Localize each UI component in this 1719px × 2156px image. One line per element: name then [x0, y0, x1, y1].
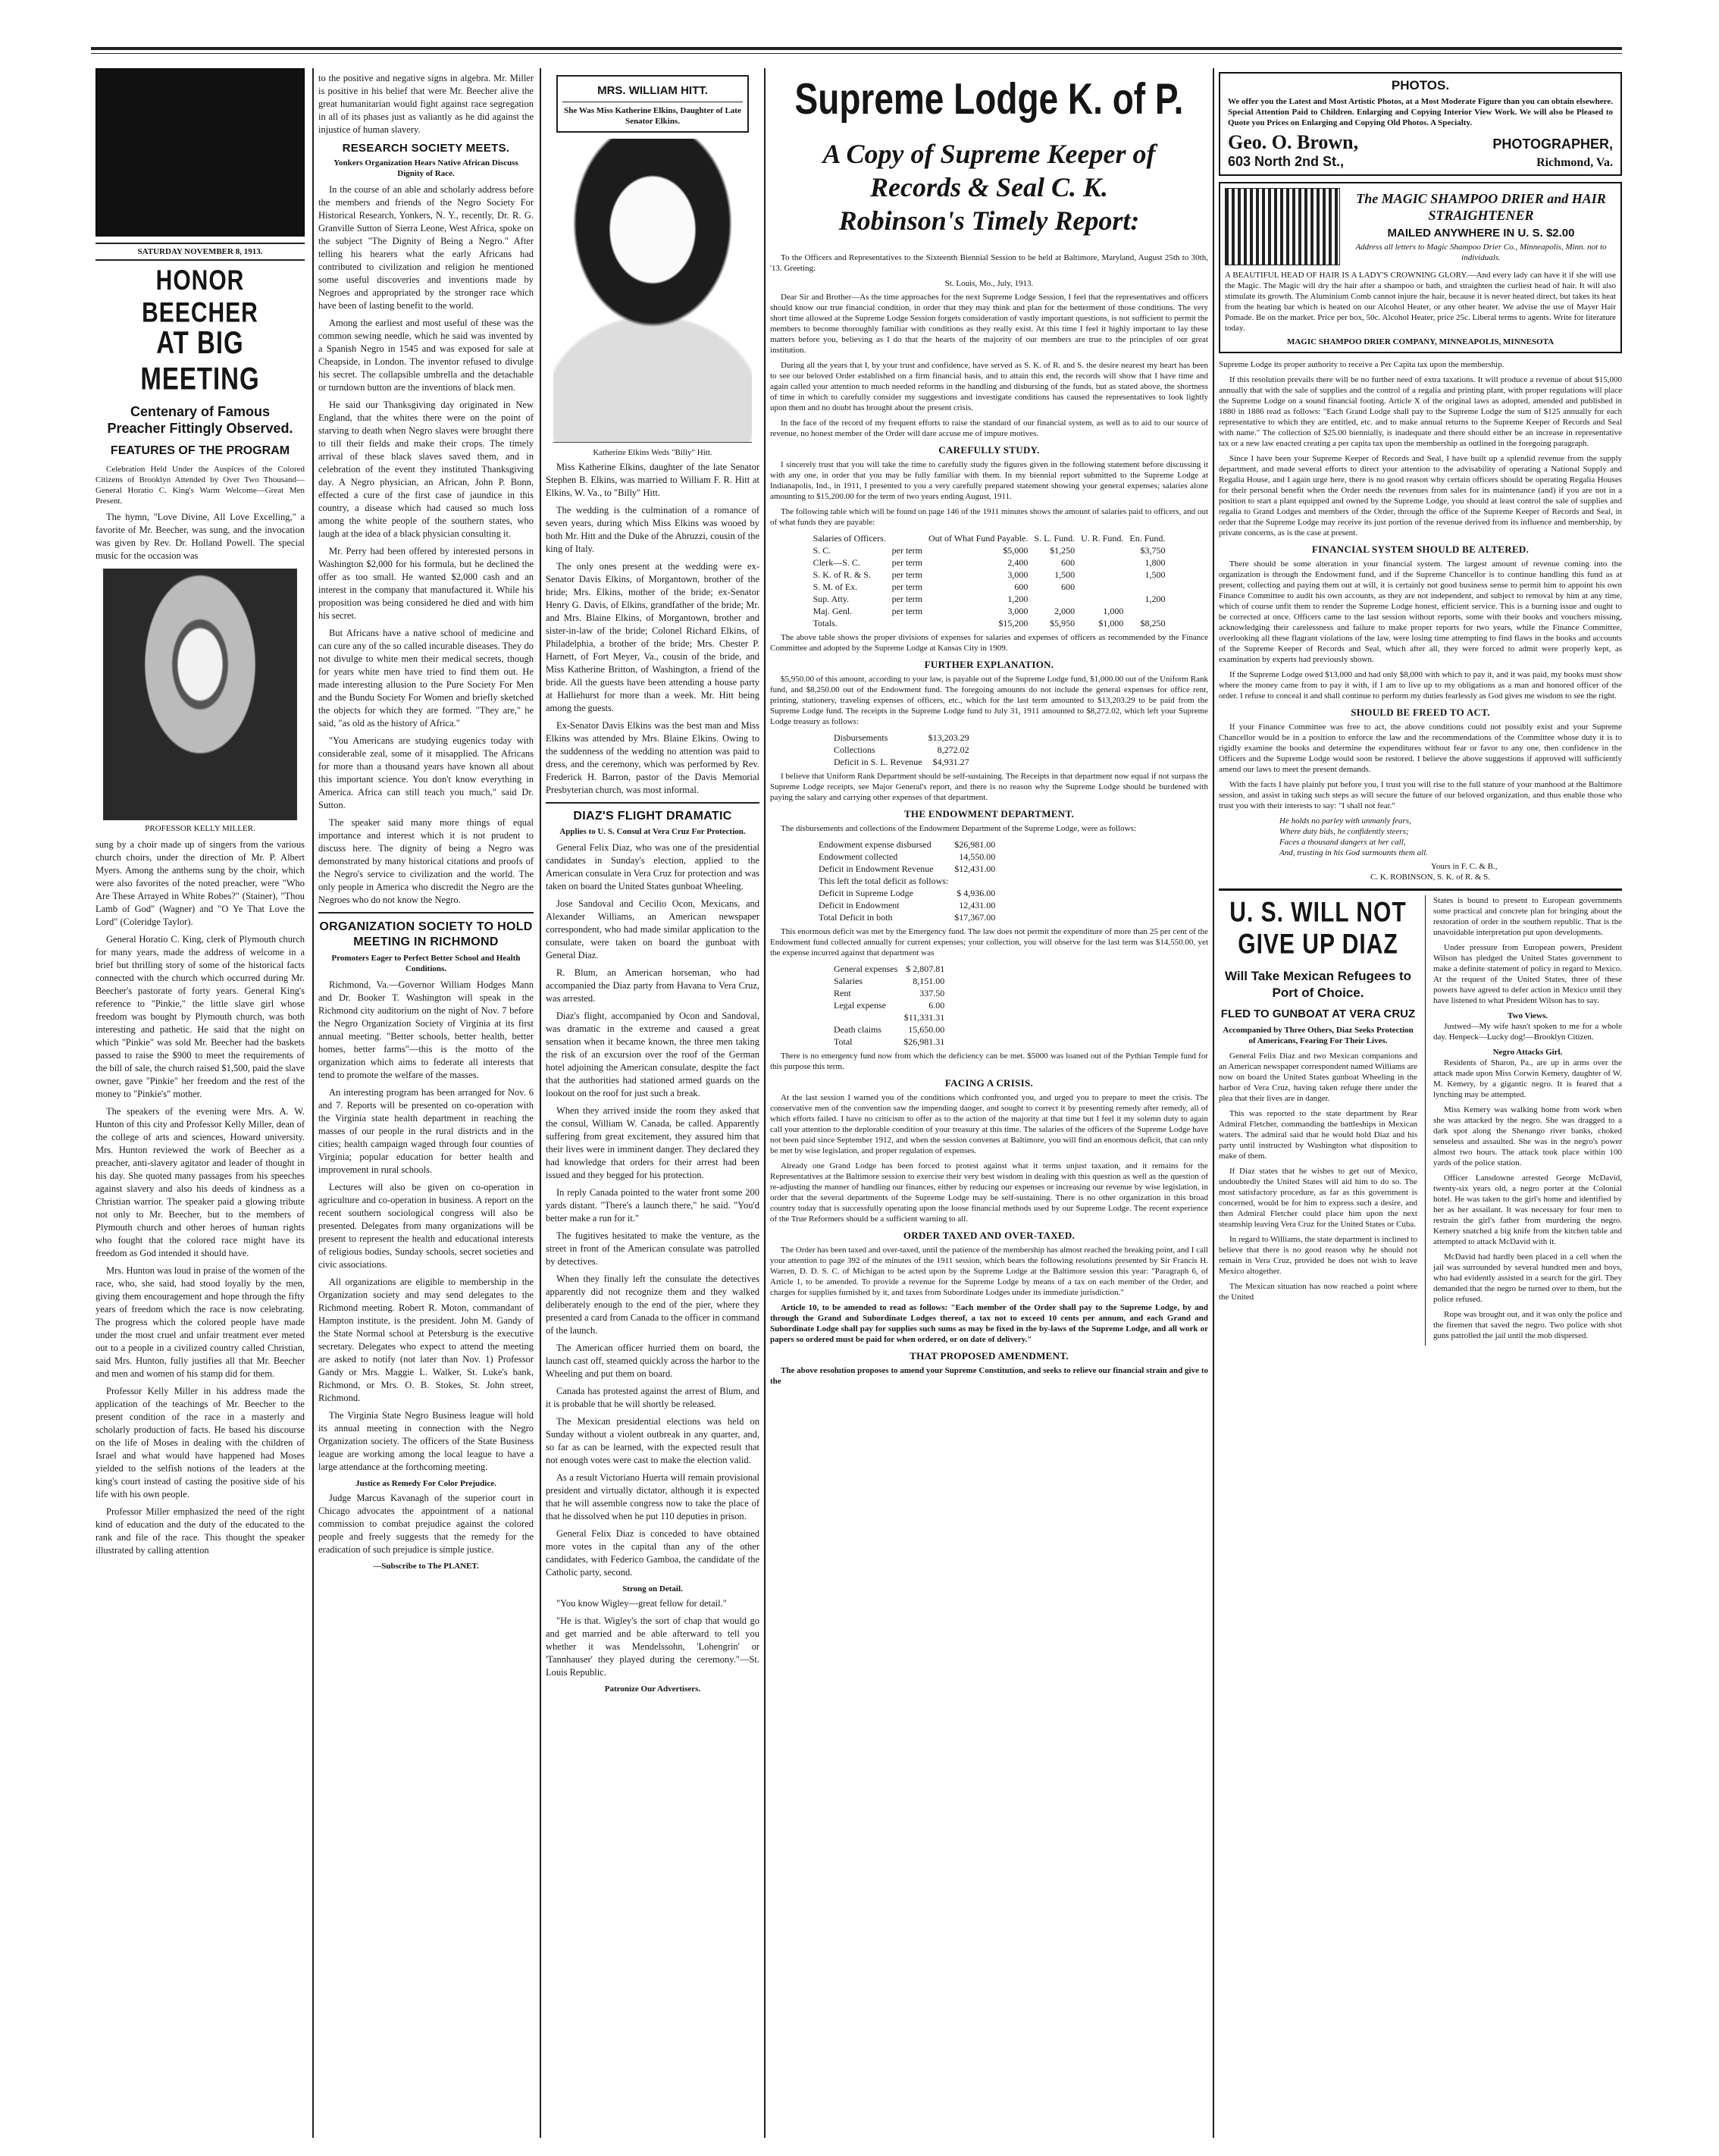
table-cell: 14,550.00 [959, 851, 996, 862]
paragraph: Ex-Senator Davis Elkins was the best man and Miss Elkins was attended by Mrs. Blaine Elkins. Owing to the suddenness of the wedding no attention was paid to dress, and the ceremony, which was performed by Rev. Frederick H. Barron, pastor of the Davis Memorial Presbyterian church, was most informal. [546, 720, 759, 795]
paragraph: The following table which will be found on page 146 of the 1911 minutes shows the amount of salaries paid to officers, and out of what funds they are payable: [770, 507, 1208, 527]
table-cell: $26,981.31 [903, 1036, 945, 1047]
paragraph: The Order has been taxed and over-taxed, until the patience of the membership has almost reached the breaking point, and I call your attention to page 392 of the minutes of the 1911 session, which bears the following resolutions presented by Sir Francis H. Warren, D. D. S. C. of Michigan to be acted upon by the Supreme Lodge at the Baltimore session this year: "Paragraph 6, of Article 1, to be amended. To provide a revenue for the Supreme Lodge by means of a tax on each member of the Order, and charges for supplies furnished by it, and taxes from Subordinate Lodges under its immediate jurisdiction." [770, 1246, 1208, 1297]
table-cell: 15,650.00 [908, 1024, 945, 1035]
paragraph: The above table shows the proper divisions of expenses for salaries and expenses of officers as recommended by the Finance Committee and adopted by the Supreme Lodge at Kansas City in 1909. [770, 633, 1208, 653]
table-cell: per term [891, 545, 922, 556]
table-cell: This left the total deficit as follows: [819, 876, 949, 886]
subhead: THAT PROPOSED AMENDMENT. [910, 1350, 1069, 1362]
table-cell: S. M. of Ex. [813, 581, 858, 592]
table-row [816, 887, 998, 899]
table-cell: Out of What Fund Payable. [928, 533, 1029, 544]
subhead: FINANCIAL SYSTEM SHOULD BE ALTERED. [1311, 544, 1530, 555]
table-cell [1031, 593, 1078, 605]
paragraph: Since I have been your Supreme Keeper of Records and Seal, I have built up a splendid revenue from the supply department, and made several efforts to direct your attention to the advisability of operating a National Supply and Regalia House, and I again urge here, there is no good reason why certain officers should be operating Regalia Houses for their personal benefit when the Order needs the revenues from sales for its maintenance (and) if you are not in a position to start a plant equipped and owned by the Supreme Lodge, you should at least control the sale of supplies and regalia to Grand Lodges and members of the Order, through the office of the Supreme Keeper of Records and Seal, in order that the Supreme Lodge may receive its just portion of the revenue derived from its influence and membership, by private concerns, as is the case at present. [1219, 454, 1622, 537]
paragraph: Under pressure from European powers, President Wilson has pledged the United States government to make a definite statement of policy in regard to Mexico. At the request of the United States, three of these powers have agreed to defer action in Mexico until they have listened to what President Wilson has to say. [1433, 943, 1622, 1005]
table-cell: Total Deficit in both [819, 912, 893, 923]
magic-shampoo-ad [1219, 182, 1622, 353]
ad-mailed: MAILED ANYWHERE IN U. S. $2.00 [1387, 227, 1575, 240]
subhead: Two Views. [1508, 1011, 1548, 1020]
table-cell [889, 532, 925, 544]
table-row [816, 851, 998, 863]
table-cell: Totals. [813, 618, 838, 628]
paragraph: Residents of Sharon, Pa., are up in arms over the attack made upon Miss Corwin Kemery, daughter of W. M. Kemery, by a gigantic negro. It is feared that a lynching may be attempted. [1433, 1058, 1622, 1099]
expense-table [831, 963, 947, 1048]
ad-title: PHOTOS. [1391, 78, 1450, 92]
masthead-supreme-lodge: Supreme Lodge K. of P. [794, 74, 1184, 124]
paragraph: The above resolution proposes to amend your Supreme Constitution, and seeks to relieve our financial strain and give to the [770, 1366, 1208, 1386]
masthead-logo [96, 68, 305, 237]
paragraph: Diaz's flight, accompanied by Ocon and Sandoval, was dramatic in the extreme and caused a great sensation when it became known, the three men taking the risk of an excursion over the roof of the German hotel adjoining the American consulate, despite the fact that the authorities had stationed armed guards on the lookout on the roof for just such a break. [546, 1011, 759, 1098]
table-row [810, 605, 1169, 617]
paragraph: But Africans have a native school of medicine and can cure any of the so called incurable diseases. They do not divulge to white men their medical secrets, though for years white men have tried to find them out. He made interesting allusion to the Pure Society For Men and the Bundu Society For Women and briefly sketched the objects for which they are formed. "They are," he said, "as old as the history of Africa." [318, 628, 534, 729]
table-cell: Deficit in S. L. Revenue [834, 757, 922, 767]
column-3 [546, 72, 759, 2138]
paragraph: Mr. Perry had been offered by interested persons in Washington $2,000 for his formula, but he declined the offer as too small. He wanted $2,000 cash and an interest in the company that manufactured it. While his proposition was being considered he died and with him his secret. [318, 546, 534, 621]
table-cell: per term [891, 581, 922, 592]
table-cell: $5,000 [1003, 545, 1029, 556]
paragraph: Miss Katherine Elkins, daughter of the late Senator Stephen B. Elkins, was married to William F. R. Hitt at Elkins, W. Va., to "Billy" Hitt. [546, 462, 759, 498]
table-row [816, 863, 998, 875]
table-row [831, 999, 947, 1011]
endowment-table [816, 838, 998, 923]
paragraph: Mrs. Hunton was loud in praise of the women of the race, who, she said, had stood loyally by the men, giving them encouragement and hope through the fifty years of freedom which the race is now celebrating. The progress which the colored people have made under the most cruel and unfair treatment ever meted out to a people in a civilized country called Christian, said Mrs. Hunton, fully justifies all that Mr. Beecher and men and women of his stamp did for them. [96, 1265, 305, 1379]
table-cell: Salaries of Officers. [813, 533, 886, 544]
paragraph: Article 10, to be amended to read as follows: "Each member of the Order shall pay to the Supreme Lodge, by and through the Grand and Subordinate Lodges thereof, a tax not to exceed 10 cents per annum, and each Grand and Subordinate Lodge shall pay for supplies such sums as may be fixed in the by-laws of the Supreme Lodge, and all work or papers so ordered must be paid for when ordered, or on date of delivery." [770, 1303, 1208, 1344]
column-2 [318, 72, 534, 2138]
table-cell: Deficit in Endowment [819, 900, 900, 910]
ad-fine-print: Address all letters to Magic Shampoo Drier Co., Minneapolis, Minn. not to individuals. [1355, 243, 1607, 262]
paragraph: The Virginia State Negro Business league will hold its annual meeting in connection with the Negro Organization society. The officers of the State Business league are working among the local league to have a large attendance at the forthcoming meeting. [318, 1410, 534, 1472]
deck: Yonkers Organization Hears Native African Discuss Dignity of Race. [333, 158, 518, 178]
box-title: MRS. WILLIAM HITT. [562, 81, 743, 102]
paragraph: This enormous deficit was met by the Emergency fund. The law does not permit the expenditure of more than 25 per cent of the Endowment fund collected annually for current expenses; your collection, you will observe for the last term was $14,550.00, yet the expense incurred against that department was [770, 927, 1208, 957]
ad-company: MAGIC SHAMPOO DRIER COMPANY, MINNEAPOLIS, MINNESOTA [1286, 337, 1555, 346]
table-row [831, 1036, 947, 1048]
ad-brand: The MAGIC SHAMPOO DRIER and HAIR STRAIGHTENER [1356, 191, 1606, 223]
intro: Accompanied by Three Others, Diaz Seeks Protection of Americans, Fearing For Their Lives. [1223, 1026, 1414, 1045]
table-row [810, 569, 1169, 581]
table-cell: 1,200 [1144, 594, 1166, 604]
paragraph: Rope was brought out, and it was only the police and the firemen that saved the negro. Two police with shot guns patrolled the jail until the mob dispersed. [1433, 1310, 1622, 1340]
table-row [831, 756, 972, 768]
column-4-5 [770, 72, 1208, 2138]
table-cell: $11,331.31 [903, 1012, 945, 1023]
subhead: CAREFULLY STUDY. [938, 444, 1040, 456]
table-row [816, 899, 998, 911]
table-row [810, 544, 1169, 556]
paragraph: In reply Canada pointed to the water front some 200 yards distant. "There's a launch there," he said. "You'd better make a run for it." [546, 1187, 759, 1224]
paragraph: Professor Miller emphasized the need of the right kind of education and the duty of the educated to the rank and file of the race. This thought the speaker illustrated by calling attention [96, 1506, 305, 1556]
table-cell: $5,950 [1050, 618, 1076, 628]
paragraph: Officer Lansdowne arrested George McDavid, twenty-six years old, a negro porter at the Colonial hotel. He was taken to the girl's home and identified by her as her assailant. It was necessary for four men to restrain the girl's father from murdering the negro. Kemery snatched a big knife from the kitchen table and attempted to attack McDavid with it. [1433, 1174, 1622, 1246]
paragraph: "He is that. Wigley's the sort of chap that would go and get married and be able afterward to tell you whether it was Mendelssohn, 'Lohengrin' or 'Tannhauser' they played during the ceremony."—St. Louis Republic. [546, 1615, 759, 1678]
paragraph: to the positive and negative signs in algebra. Mr. Miller is positive in his belief that were Mr. Beecher alive the great humanitarian would fight against race segregation in all of its phases just as valiantly as he did against the injustice of human slavery. [318, 73, 534, 135]
table-cell: $4,931.27 [932, 757, 969, 767]
table-cell: Total [834, 1036, 853, 1047]
table-cell: Deficit in Supreme Lodge [819, 888, 913, 898]
table-cell: 1,200 [1007, 594, 1029, 604]
table-cell: 600 [1061, 581, 1076, 592]
table-cell: $3,750 [1140, 545, 1166, 556]
headline-give-up-diaz: GIVE UP DIAZ [1238, 928, 1398, 960]
table-cell: 6.00 [928, 1000, 945, 1011]
paragraph: The Mexican situation has now reached a point where the United [1219, 1282, 1417, 1302]
column-rule-4 [1213, 68, 1214, 2138]
ad-body: We offer you the Latest and Most Artistic Photos, at a Most Moderate Figure than you can obtain elsewhere. Special Attention Paid to Children. Enlarging and Copying Interior View Work. We will also be Pleased to Quote you Prices on Enlarging and Copying Old Photos. A Specialty. [1228, 97, 1613, 127]
paragraph: States is bound to present to European governments some practical and concrete plan for bringing about the restoration of order in the southern republic. That is the unavoidable interpretation put upon developments. [1433, 896, 1622, 937]
subhead: FLED TO GUNBOAT AT VERA CRUZ [1220, 1007, 1416, 1020]
table-row [831, 963, 947, 975]
paragraph: The wedding is the culmination of a romance of seven years, during which Miss Elkins was wooed by both Mr. Hitt and the Duke of the Abruzzi, cousin of the king of Italy. [546, 505, 759, 554]
paragraph: The only ones present at the wedding were ex-Senator Davis Elkins, of Morgantown, brother of the bride; Mrs. Elkins, mother of the bride; ex-Senator Henry G. Davis, of Elkins, grandfather of the bride; Mr. and Mrs. Blaine Elkins, of Morgantown, brother and sister-in-law of the bride; Colonel Richard Elkins, of Philadelphia, a brother of the bride; Mrs. Chester P. Harnett, of Fort Meyer, Va., cousin of the bride, and Miss Katherine Britton, of Washington, a friend of the bride. All the guests have been attending a house party at Halliehurst for more than a week. Mr. Hitt being among the guests. [546, 561, 759, 713]
table-cell: 600 [1061, 557, 1076, 568]
paragraph: The hymn, "Love Divine, All Love Excelling," a favorite of Mr. Beecher, was sung, and the invocation was given by Rev. Dr. Holland Powell. The special music for the occasion was [96, 512, 305, 561]
table-cell [1078, 556, 1126, 569]
table-cell [831, 1011, 900, 1023]
paragraph: An interesting program has been arranged for Nov. 6 and 7. Reports will be presented on co-operation with the Virginia state health department in reaching the masses of our people in the rural districts and in the cities; health campaign waged through four counties of Virginia; popular education for better health and improvement in rural schools. [318, 1087, 534, 1175]
paragraph: The disbursements and collections of the Endowment Department of the Supreme Lodge, were as follows: [781, 824, 1136, 833]
paragraph: General Felix Diaz, who was one of the presidential candidates in Sunday's election, applied to the American consulate in Vera Cruz for protection and was taken on board the United States gunboat Wheeling. [546, 842, 759, 892]
ad-city: Richmond, Va. [1536, 156, 1613, 169]
intro: To the Officers and Representatives to the Sixteenth Biennial Session to be held at Baltimore, Maryland, August 25th to 30th, '13. Greeting: [770, 253, 1208, 273]
table-cell: $26,981.00 [954, 839, 996, 850]
poem-line: Faces a thousand dangers at her call, [1279, 838, 1406, 847]
table-cell: Maj. Genl. [813, 606, 853, 616]
box-subtitle: She Was Miss Katherine Elkins, Daughter of Late Senator Elkins. [564, 106, 741, 126]
table-row [810, 617, 1169, 629]
ad-address: 603 North 2nd St., [1228, 154, 1345, 169]
signature-name: C. K. ROBINSON, S. K. of R. & S. [1370, 873, 1490, 882]
headline-big-meeting: AT BIG MEETING [140, 324, 260, 396]
table-cell: Sup. Atty. [813, 594, 850, 604]
table-cell: Legal expense [834, 1000, 886, 1011]
paragraph: This was reported to the state department by Rear Admiral Fletcher, commanding the battleships in Mexican waters. The admiral said that he would hold Diaz and his party until instructed by Washington what disposition to make of them. [1219, 1109, 1417, 1161]
poem-line: Where duty bids, he confidently steers; [1279, 827, 1409, 836]
photo-ad [1219, 72, 1622, 176]
subhead: FURTHER EXPLANATION. [924, 659, 1054, 670]
hair-drier-illustration [1225, 188, 1340, 265]
revenue-table [831, 732, 972, 768]
paragraph: Professor Kelly Miller in his address made the application of the teachings of Mr. Beecher to the present condition of the race in a masterly and scholarly production of facts. He based his discourse on the life of Moses in dealing with the children of Israel and what would have happened had Moses yielded to the selfish notions of the leaders at the king's court instead of casting the positive side of his life with his own people. [96, 1386, 305, 1499]
table-cell [1126, 581, 1168, 593]
table-row [831, 732, 972, 744]
signature-closing: Yours in F. C. & B., [1431, 862, 1498, 871]
table-cell: Disbursements [834, 732, 888, 743]
table-cell: $17,367.00 [954, 912, 996, 923]
table-cell: $13,203.29 [928, 732, 969, 743]
paragraph: "You know Wigley—great fellow for detail." [556, 1598, 727, 1609]
table-cell: Salaries [834, 976, 863, 986]
subhead: FEATURES OF THE PROGRAM [110, 444, 290, 457]
paragraph: All organizations are eligible to membership in the Organization society and may send delegates to the Richmond meeting. Robert R. Moton, commandant of Hampton institute, is the president. John M. Gandy of the State Normal school at Petersburg is the executive secretary. Delegates who expect to attend the meeting are asked to notify (not later than Nov. 1) Professor Gandy or Mrs. Maggie L. Walker, St. Luke's bank, Richmond, or Mrs. O. B. Stokes, St. John street, Richmond. [318, 1277, 534, 1403]
paragraph: During all the years that I, by your trust and confidence, have served as S. K. of R. and S. the desire nearest my heart has been to see our beloved Order established on a firm financial basis, and to attain this end, the records will show that I have time and again called your attention to much needed reforms in the handling and disbursing of the funds, but as stated above, the shortness of time in which to carefully consider my suggestions and investigate conditions has caused the representatives to look lightly upon them and no doubt has brought about the present crisis. [770, 361, 1208, 412]
table-cell: S. K. of R. & S. [813, 569, 871, 580]
table-cell: 3,000 [1007, 569, 1029, 580]
paragraph: Miss Kemery was walking home from work when she was attacked by the negro. She was dragged to a dark spot along the Shenango river banks, choked senseless and assaulted. She was in the negro's power almost two hours. The attack took place within 100 yards of the police station. [1433, 1105, 1622, 1167]
column-rule-1 [312, 68, 314, 2138]
subhead: SHOULD BE FREED TO ACT. [1351, 707, 1490, 718]
table-cell: En. Fund. [1129, 533, 1166, 544]
deck: Will Take Mexican Refugees to Port of Choice. [1224, 969, 1412, 1000]
table-cell [1078, 581, 1126, 593]
paragraph: Dear Sir and Brother—As the time approaches for the next Supreme Lodge Session, I feel that the representatives and officers should know our true financial condition, in order that they may think and plan for the betterment of those conditions. The very short time allowed at the Supreme Lodge Session forgets consideration of vastly important questions, is not sufficient to permit the members to become thoroughly familiar with conditions as they really exist. At this time I feel it highly important to lay these matters before you, believing as I do that the hearts of the majority of our members are true to the principles of our great institution. [770, 293, 1208, 355]
table-cell: 2,400 [1007, 557, 1029, 568]
paragraph: The fugitives hesitated to make the venture, as the street in front of the American consulate was patrolled by detectives. [546, 1230, 759, 1267]
salary-table [810, 532, 1169, 629]
table-cell: Clerk—S. C. [813, 557, 860, 568]
table-cell [1126, 605, 1168, 617]
report-headline: A Copy of Supreme Keeper of Records & Seal C. K. Robinson's Timely Report: [822, 139, 1156, 236]
table-cell: 1,000 [1103, 606, 1124, 616]
subhead: ORDER TAXED AND OVER-TAXED. [903, 1230, 1076, 1241]
paragraph: Already one Grand Lodge has been forced to protest against what it terms unjust taxation, and it remains for the Representatives at the Baltimore session to exercise their very best wisdom in dealing with this question as well as the question of re-adjusting the manner of handling our finances, either by reducing our expenses or increasing our revenue by wise legislation, in order that the several departments of the Supreme Lodge may be self-sustaining. There is no other organization in this broad country today that is successfully operating upon the loose financial methods used by our Supreme Lodge. The recent experience of the True Reformers should be a sufficient warning to all. [770, 1161, 1208, 1224]
table-cell: 3,000 [1007, 606, 1029, 616]
paragraph: If Diaz states that he wishes to get out of Mexico, undoubtedly the United States will aid him to do so. The most satisfactory procedure, as far as this government is concerned, would be for him to express such a desire, and then Admiral Fletcher could place him upon the next steamship leaving Vera Cruz for the United States or Cuba. [1219, 1167, 1417, 1229]
table-cell: 1,500 [1054, 569, 1076, 580]
table-cell: $ 2,807.81 [906, 964, 945, 974]
subhead: FACING A CRISIS. [944, 1077, 1034, 1089]
paragraph: At the last session I warned you of the conditions which confronted you, and urged you to prepare to meet the crisis. The conservative men of the convention saw the impending danger, and sought to correct it by presenting remedy after remedy, all of which efforts failed. I have no criticism to offer as to the action of the majority at that time but I feel it my solemn duty to again call your attention to the deplorable condition of your treasury at this time. The salaries of the officers of the Supreme Lodge have not been paid since September 1912, and when the session convenes at Baltimore, you will find an enormous deficit, that can only be met by wise legislation, and proper regulation of expenses. [770, 1093, 1208, 1155]
paragraph: "You Americans are studying eugenics today with considerable zeal, some of it misapplied. The Africans for more than a thousand years have known all about this important science. You don't know everything in America. Africa can still teach you much," said Dr. Sutton. [318, 735, 534, 810]
table-cell [1078, 544, 1126, 556]
place-date: St. Louis, Mo., July, 1913. [944, 279, 1034, 288]
column-rule-3 [764, 68, 766, 2138]
ad-name: Geo. O. Brown, [1228, 131, 1359, 153]
deck: Applies to U. S. Consul at Vera Cruz For Protection. [559, 827, 746, 836]
paragraph: When they finally left the consulate the detectives apparently did not recognize them and they walked deliberately enough to the end of the pier, where they presented a card from Canada to the officer in command of the launch. [546, 1274, 759, 1336]
dateline: SATURDAY NOVEMBER 8, 1913. [96, 243, 305, 261]
table-cell: 2,000 [1054, 606, 1076, 616]
poem-line: He holds no parley with unmanly fears, [1279, 816, 1411, 826]
table-cell: Rent [834, 988, 851, 998]
table-row [816, 875, 998, 887]
table-cell: $12,431.00 [954, 863, 996, 874]
ad-tagline: A BEAUTIFUL HEAD OF HAIR IS A LADY'S CROWNING GLORY.—And every lady can have it if she will use the Magic. The Magic will dry the hair after a shampoo or bath, and straighten the curliest head of hair. It will also stimulate its growth. The Aluminium Comb cannot injure the hair, because it is never heated direct, but takes its heat from the heating bar which is heated on our Alcohol Heater, or any other heater. We advise the use of Mayer Hair Pomade. Be on the market. Price per box, 50c. Alcohol Heater, price 25c. Liberal terms to agents. Write for literature today. [1225, 271, 1616, 333]
paragraph: I sincerely trust that you will take the time to carefully study the figures given in the following statement before discussing it with any one, in order that you may be fully familiar with them. In my biennial report submitted to the Supreme Lodge at Indianapolis, Ind., in 1911, I presented to you a very carefully prepared statement showing your general expenses; salaries alone amounting to $15,200.00 for the term of two years ending August, 1911. [770, 460, 1208, 501]
masthead-rule-thin [91, 53, 1622, 54]
subhead: Justice as Remedy For Color Prejudice. [355, 1479, 496, 1488]
paragraph: The speaker said many more things of equal importance and interest which it is not prudent to discuss here. The dignity of being a Negro was demonstrated by many historical citations and proofs of the Negro's service to civilization and the world. The only people in America who discredit the Negro are the Negroes who do not know the Negro. [318, 817, 534, 905]
paragraph: He said our Thanksgiving day originated in New England, that the whites there were on the point of starving to death when Negro slaves were brought there to till their fields and make their crops. The timely arrival of these black slaves saved them, and in celebration of the event they instituted Thanksgiving day. A Negro physician, an African, John P. Bonn, effected a cure of the first case of jaundice in this country, a disease which had caused so much loss among the white people of the southern states, who laugh at the idea of a black physician consulting it. [318, 400, 534, 539]
paragraph: If your Finance Committee was free to act, the above conditions could not possibly exist and your Supreme Chancellor would be in a position to enforce the law and the recommendations of the Committee whose duty it is to rigidly examine the books and determine the expenditures without fear or favor to any one, then confidence in the Officers and the Supreme Lodge would soon be restored. I believe the above suggestions if approved will sufficiently amend our laws to meet the present demands. [1219, 722, 1622, 774]
paragraph: $5,950.00 of this amount, according to your law, is payable out of the Supreme Lodge fund, $1,000.00 out of the Uniform Rank fund, and $8,250.00 out of the Endowment fund. The foregoing amounts do not include the general expenses for office rent, printing, stationery, traveling expenses of officers, etc., which for the last term amounted to $13,203.29 to be paid from the Supreme Lodge fund. The receipts in the Supreme Lodge fund to July 31, 1911 amounted to $8,272.02, which left your Supreme Lodge treasury as follows: [770, 675, 1208, 726]
deck: Centenary of Famous Preacher Fittingly Observed. [107, 404, 293, 436]
poem [1279, 816, 1622, 858]
table-row [810, 581, 1169, 593]
paragraph: In the course of an able and scholarly address before the members and friends of the Negro Society For Historical Research, Yonkers, N. Y., recently, Dr. R. G. Granville Sutton of Sierra Leone, West Africa, spoke on the subject "The Dignity of Being a Negro." After telling his hearers what the early Africans had contributed to civilization and religion he mentioned some useful discoveries and inventions made by Negroes and appropriated by the stronger race which have been of lasting benefit to the world. [318, 184, 534, 311]
paragraph: General Felix Diaz and two Mexican companions and an American newspaper correspondent named Williams are now on board the United States gunboat Wheeling in the harbor of Vera Cruz, having taken refuge there under the plea that their lives are in danger. [1219, 1051, 1417, 1103]
paragraph: When they arrived inside the room they asked that the consul, William W. Canada, be called. Apparently suffering from great excitement, they assured him that their lives were in imminent danger. They declared they had knowledge that orders for their arrest had been issued and they begged for his protection. [546, 1105, 759, 1180]
table-cell: per term [891, 569, 922, 580]
paragraph: Among the earliest and most useful of these was the common sewing needle, which he said was invented by a Spanish Negro in 1545 and was exposed for sale at Cheapside, in London. The inventor refused to divulge his secret. The collapsible umbrella and the detachable or turndown button are the inventions of black men. [318, 318, 534, 393]
table-cell: 8,272.02 [937, 744, 969, 755]
paragraph: I believe that Uniform Rank Department should be self-sustaining. The Receipts in that department now equal if not surpass the Supreme Lodge receipts, see Major General's report, and there is no reason why the Supreme Lodge should be burdened with paying the salary and carrying other expenses of that department. [770, 772, 1208, 802]
hitt-box [556, 75, 749, 133]
subscribe-footer: —Subscribe to The PLANET. [373, 1562, 479, 1571]
paragraph: In the face of the record of my frequent efforts to raise the standard of our financial system, as well as to aid to our source of revenue, no honest member of the Order will dare accuse me of impure motives. [770, 418, 1208, 438]
poem-line: And, trusting in his God surmounts them all. [1279, 848, 1428, 857]
photo-caption: PROFESSOR KELLY MILLER. [145, 824, 255, 833]
paragraph: Richmond, Va.—Governor William Hodges Mann and Dr. Booker T. Washington will speak in the Richmond city auditorium on the night of Nov. 7 before the Negro Organization Society of Virginia at its first annual meeting. "Better schools, better health, better homes, better farms"—this is the motto of the organization which aims to federate all interests that tend to promote the welfare of the masses. [318, 979, 534, 1080]
paragraph: If this resolution prevails there will be no further need of extra taxations. It will produce a revenue of about $15,000 annually that with the sale of supplies and the control of a regalia and printing plant, with proper regulations will place the Supreme Lodge on a sound financial footing. Article X of the original laws as adopted, amended and published in 1880 in 1886 read as follows: "Each Grand Lodge shall pay to the Supreme Lodge the sum of $125 annually for each representative to which they are entitled, etc. and to make annual returns to the Supreme Keeper of Records and Seal with name." The collection of $25.00 biennially, is inadequate and there should either be an increase in representative tax or a new law enacted creating a per capita tax upon the membership as outlined in the foregoing paragraph. [1219, 375, 1622, 448]
paragraph: Judge Marcus Kavanagh of the superior court in Chicago advocates the appointment of a national commission to combat prejudice against the colored people and freely suggests that the remedy for the eradication of such prejudice is simple justice. [318, 1493, 534, 1555]
table-cell: $8,250 [1140, 618, 1166, 628]
headline-us-will-not: U. S. WILL NOT [1229, 896, 1407, 928]
paragraph: General Felix Diaz is conceded to have obtained more votes in the capital than any of the other candidates, with Federico Gamboa, the candidate of the Catholic party, second. [546, 1528, 759, 1578]
table-cell: U. R. Fund. [1081, 533, 1124, 544]
paragraph: The Mexican presidential elections was held on Sunday without a violent outbreak in any quarter, and, so far as can be learned, with the expected result that not enough votes were cast to make the election valid. [546, 1416, 759, 1465]
subhead: Strong on Detail. [622, 1584, 683, 1593]
paragraph: Supreme Lodge its proper authority to receive a Per Capita tax upon the membership. [1219, 360, 1505, 369]
table-row [831, 987, 947, 999]
paragraph: The American officer hurried them on board, the launch cast off, steamed quickly across the harbor to the Wheeling and put them on board. [546, 1343, 759, 1379]
subhead: THE ENDOWMENT DEPARTMENT. [903, 808, 1075, 819]
paragraph: There is no emergency fund now from which the deficiency can be met. $5000 was loaned out of the Pythian Temple fund for this purpose this term. [770, 1051, 1208, 1071]
table-cell [951, 875, 998, 887]
table-cell: Endowment expense disbursed [819, 839, 932, 850]
paragraph: Jose Sandoval and Cecilio Ocon, Mexicans, and Alexander Williams, an American newspaper correspondent, who had made similar application to the consulate, were taken on board the gunboat with General Diaz. [546, 898, 759, 960]
table-cell: per term [891, 594, 922, 604]
intro: Celebration Held Under the Auspices of the Colored Citizens of Brooklyn Attended by Over Two Thousand—General Horatio C. King's Warm Welcome—Great Men Present. [96, 465, 305, 506]
column-6 [1219, 72, 1622, 2138]
table-cell: Collections [834, 744, 875, 755]
table-cell: 600 [1014, 581, 1029, 592]
table-row [831, 975, 947, 987]
table-row [816, 911, 998, 923]
table-cell: $1,000 [1098, 618, 1124, 628]
table-cell: $1,250 [1050, 545, 1076, 556]
paragraph: Justwed—My wife hasn't spoken to me for a whole day. Henpeck—Lucky dog!—Brooklyn Citizen. [1433, 1022, 1622, 1042]
table-cell [1078, 569, 1126, 581]
paragraph: R. Blum, an American horseman, who had accompanied the Diaz party from Havana to Vera Cruz, was arrested. [546, 967, 759, 1004]
table-row [810, 532, 1169, 544]
headline-honor-beecher: HONOR BEECHER [142, 265, 258, 329]
paragraph: Canada has protested against the arrest of Blum, and it is probable that he will shortly be released. [546, 1386, 759, 1409]
table-row [831, 744, 972, 756]
table-cell: 1,500 [1144, 569, 1166, 580]
table-cell: General expenses [834, 964, 898, 974]
headline-diaz-flight: DIAZ'S FLIGHT DRAMATIC [546, 802, 759, 823]
table-row [831, 1023, 947, 1036]
table-cell: $ 4,936.00 [957, 888, 996, 898]
photo-caption: Katherine Elkins Weds "Billy" Hitt. [593, 448, 712, 457]
table-row [816, 838, 998, 851]
paragraph: With the facts I have plainly put before you, I trust you will rise to the full stature of your manhood at the Baltimore session, and assist in taking such steps as will secure the future of our beloved organization, and thus enable those who trust you with their interests to say: "I shall not fear." [1219, 780, 1622, 810]
table-cell: Deficit in Endowment Revenue [819, 863, 934, 874]
paragraph: If the Supreme Lodge owed $13,000 and had only $8,000 with which to pay it, and it was paid, my books must show where the money came from to pay it with, if I am to live up to my obligations as a man and honored officer of the order. I refuse to conceal it and shall continue to perform my duties fearlessly as God gives me wisdom to see the right. [1219, 670, 1622, 700]
deck: Promoters Eager to Perfect Better School and Health Conditions. [331, 954, 521, 973]
paragraph: In regard to Williams, the state department is inclined to believe that there is no good reason why he should not remain in Vera Cruz, provided he does not wish to leave Mexico altogether. [1219, 1235, 1417, 1276]
subhead: Negro Attacks Girl. [1492, 1048, 1563, 1057]
table-cell: S. C. [813, 545, 831, 556]
portrait-katherine-elkins [553, 139, 752, 443]
paragraph: sung by a choir made up of singers from the various church choirs, under the direction of Mr. P. Albert Myers. Among the anthems sung by the choir, which were also favorites of the noted preacher, were "Who Are These Arrayed in White Robes?" (Stainer), "Thou Lamb of God" (Wagner) and "O Ye That Love the Lord" (Coleridge Taylor). [96, 839, 305, 927]
table-cell: $15,200 [998, 618, 1029, 628]
table-cell: Endowment collected [819, 851, 898, 862]
headline-organization-society: ORGANIZATION SOCIETY TO HOLD MEETING IN RICHMOND [318, 912, 534, 950]
table-row [810, 556, 1169, 569]
paragraph: The speakers of the evening were Mrs. A. W. Hunton of this city and Professor Kelly Miller, dean of the college of arts and sciences, Howard university. Mrs. Hunton reviewed the work of Beecher as a preacher, anti-slavery agitator and leader of thought in his day. She quoted many passages from his speeches against slavery and also his deeds of kindness as a Christian warrior. The speaker paid a glowing tribute not only to Mr. Beecher, but to the members of Plymouth church and other heroes of human rights who fought that the colored race might have its freedom as God intended it should have. [96, 1106, 305, 1258]
table-row [831, 1011, 947, 1023]
column-rule-2 [540, 68, 541, 2138]
column-1 [96, 68, 305, 2138]
table-cell: 1,800 [1144, 557, 1166, 568]
table-cell: per term [891, 557, 922, 568]
table-cell: 12,431.00 [959, 900, 996, 910]
paragraph: Lectures will also be given on co-operation in agriculture and co-operation in business. A report on the recent southern sociological congress will also be presented. Delegates from many organizations will be present to represent the health and educational interests of religious bodies, Sunday schools, secret societies and civic associations. [318, 1182, 534, 1270]
table-cell [1078, 593, 1126, 605]
advertisers-footer: Patronize Our Advertisers. [604, 1684, 701, 1694]
portrait-kelly-miller [103, 569, 297, 820]
table-row [810, 593, 1169, 605]
headline-research-society: RESEARCH SOCIETY MEETS. [342, 142, 510, 155]
ad-trade: PHOTOGRAPHER, [1492, 136, 1613, 152]
table-cell: per term [891, 606, 922, 616]
paragraph: McDavid had hardly been placed in a cell when the jail was surrounded by several hundred men and boys, who had evidently assisted in a search for the girl. They demanded that the negro be turned over to them, but the police refused. [1433, 1252, 1622, 1304]
table-cell: S. L. Fund. [1034, 533, 1076, 544]
table-cell: Death claims [834, 1024, 881, 1035]
table-cell: 8,151.00 [913, 976, 945, 986]
paragraph: General Horatio C. King, clerk of Plymouth church for many years, made the address of welcome in a brief but thrilling story of some of the historical facts connected with the church which occurred during Mr. Beecher's pastorate of forty years. General King's reference to "Pinkie," the little slave girl whose freedom was bought by Plymouth church, was both interesting and pathetic. He said that the night on which "Pinkie" was sold Mr. Beecher had the baskets passed to raise the $900 to meet the requirements of the bill of sale, the church raised $1,500, paid the slave owner, gave "Pinkie" her freedom and the rest of the money to "Pinkie's" mother. [96, 934, 305, 1099]
masthead-rule [91, 47, 1622, 50]
paragraph: As a result Victoriano Huerta will remain provisional president and virtually dictator, although it is expected that he will assemble congress now to take the place of that he dissolved when he put 110 deputies in prison. [546, 1472, 759, 1521]
table-cell [889, 617, 925, 629]
paragraph: There should be some alteration in your financial system. The largest amount of revenue coming into the organization is through the Endowment fund, and if the Supreme Chancellor is to continue handling this fund as at present, collecting and paying them out at will, it is certainly not good business sense to permit him to appoint his own Finance Committee to audit his own accounts, as they are not independent, and subject to removal by him at any time, which of course unfit them to render the Supreme Lodge honest, efficient service. This is a burning issue and ought to be corrected at once. Officers came to the last session without reports, some with their books and vouchers missing, acknowledging their carelessness and failure to make proper reports for two years, while the Finance Committee, overlooking all these flagrant violations of the law, were losing time attempting to find flaws in the books and accounts of the Supreme Keeper of Records and Seal, which after all, they were forced to admit were properly kept, as examination by experts had previously shown. [1219, 559, 1622, 664]
table-cell: 337.50 [919, 988, 945, 998]
